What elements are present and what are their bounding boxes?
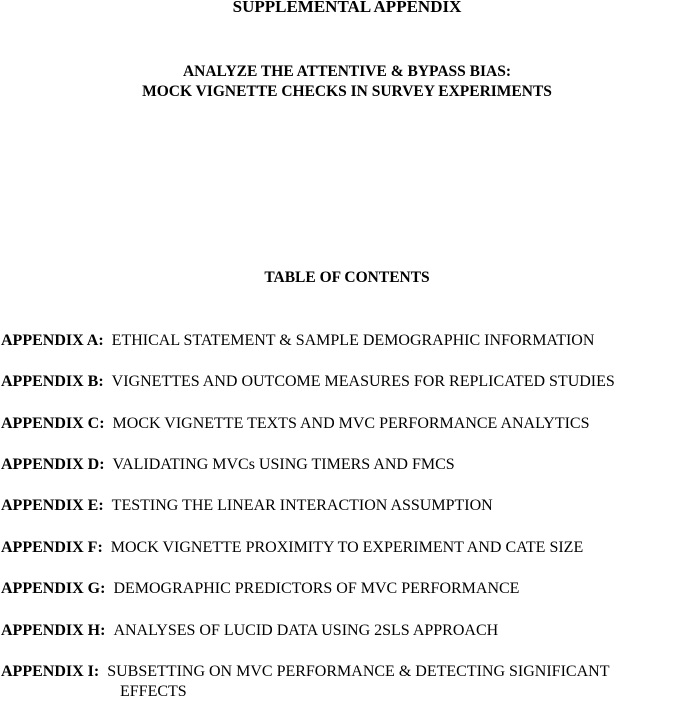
- toc-item-code: APPENDIX H:: [1, 622, 106, 639]
- toc-item-appendix-a[interactable]: [1, 331, 693, 351]
- toc-title: TABLE OF CONTENTS: [264, 269, 430, 286]
- toc-item-code: APPENDIX F:: [1, 539, 103, 556]
- toc-item-appendix-i[interactable]: [1, 662, 693, 682]
- toc-item-title: DEMOGRAPHIC PREDICTORS OF MVC PERFORMANCE: [113, 580, 520, 597]
- toc-item-appendix-f[interactable]: [1, 538, 693, 558]
- toc-item-code: APPENDIX A:: [1, 332, 104, 349]
- toc-item-code: APPENDIX D:: [1, 456, 105, 473]
- document-title-line-1: ANALYZE THE ATTENTIVE & BYPASS BIAS:: [182, 63, 512, 80]
- toc-item-appendix-b[interactable]: [1, 372, 693, 392]
- toc-item-title: TESTING THE LINEAR INTERACTION ASSUMPTION: [111, 497, 493, 514]
- toc-item-appendix-g[interactable]: [1, 579, 693, 599]
- toc-item-title: VIGNETTES AND OUTCOME MEASURES FOR REPLICATED STUDIES: [111, 373, 615, 390]
- toc-item-code: APPENDIX B:: [1, 373, 104, 390]
- toc-item-title: VALIDATING MVCs USING TIMERS AND FMCS: [112, 456, 455, 473]
- toc-item-title: ANALYSES OF LUCID DATA USING 2SLS APPROACH: [113, 622, 499, 639]
- toc-item-appendix-c[interactable]: [1, 414, 693, 434]
- toc-item-appendix-d[interactable]: [1, 455, 693, 475]
- document-heading: SUPPLEMENTAL APPENDIX: [232, 0, 462, 16]
- toc-item-appendix-h[interactable]: [1, 621, 693, 641]
- document-title-line-2: MOCK VIGNETTE CHECKS IN SURVEY EXPERIMENTS: [142, 83, 552, 100]
- toc-item-code: APPENDIX I:: [1, 663, 100, 680]
- toc-item-appendix-e[interactable]: [1, 496, 693, 516]
- toc-item-title-continuation: EFFECTS: [120, 683, 187, 700]
- toc-item-code: APPENDIX G:: [1, 580, 106, 597]
- toc-item-code: APPENDIX C:: [1, 415, 105, 432]
- toc-item-title: MOCK VIGNETTE TEXTS AND MVC PERFORMANCE ANALYTICS: [112, 415, 590, 432]
- toc-item-title: ETHICAL STATEMENT & SAMPLE DEMOGRAPHIC INFORMATION: [111, 332, 595, 349]
- toc-item-title: SUBSETTING ON MVC PERFORMANCE & DETECTING SIGNIFICANT: [107, 663, 610, 680]
- toc-item-code: APPENDIX E:: [1, 497, 104, 514]
- toc-item-title: MOCK VIGNETTE PROXIMITY TO EXPERIMENT AND CATE SIZE: [110, 539, 584, 556]
